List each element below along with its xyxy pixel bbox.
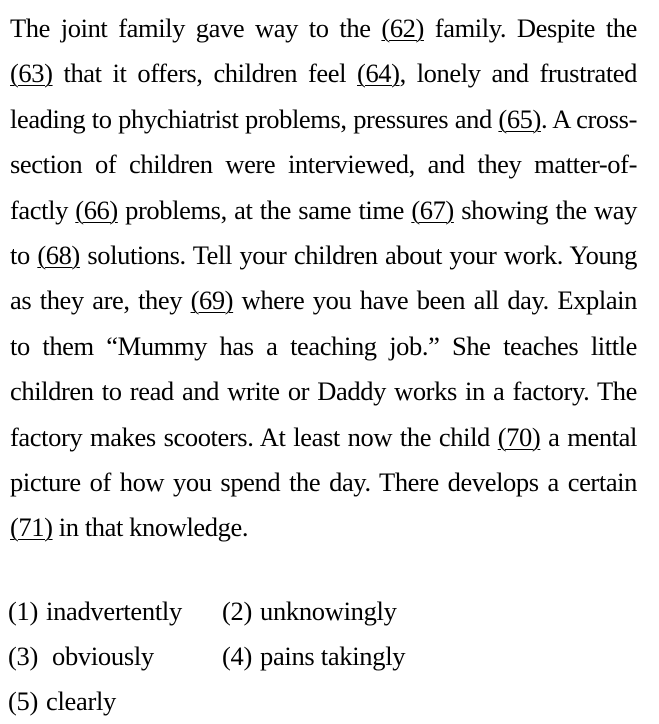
option-number: (4) xyxy=(222,641,252,671)
cloze-passage xyxy=(10,6,637,551)
option-number: (3) xyxy=(8,641,38,671)
blank-62: (62) xyxy=(381,13,424,43)
option-text: unknowingly xyxy=(260,596,397,626)
option-number: (2) xyxy=(222,596,252,626)
blank-68: (68) xyxy=(37,240,80,271)
option-text: clearly xyxy=(46,686,116,716)
option-3 xyxy=(8,634,154,679)
passage-text: The joint family gave way to the xyxy=(10,13,382,43)
options-row xyxy=(8,679,648,724)
blank-70: (70) xyxy=(497,421,541,452)
blank-66: (66) xyxy=(75,194,118,225)
option-number: (1) xyxy=(8,596,38,626)
passage-text: where you have been all day. Explain to them “Mummy has a teaching job.” She teaches little children to read and write or Daddy works in a factory. The factory makes scooters. At least now the child xyxy=(10,285,637,452)
option-number: (5) xyxy=(8,686,38,716)
answer-options xyxy=(8,589,648,724)
passage-text: problems, at the same time xyxy=(117,194,412,225)
passage-text: family. Despite the xyxy=(423,13,638,43)
option-1 xyxy=(8,589,182,634)
blank-69: (69) xyxy=(190,285,234,316)
passage-text: . A cross-section of children were interviewed, and they matter-of-factly xyxy=(10,103,637,225)
option-5 xyxy=(8,679,116,724)
option-2 xyxy=(222,589,397,634)
blank-65: (65) xyxy=(498,103,541,134)
passage-text: in that knowledge. xyxy=(52,512,249,543)
passage-text: showing the way to xyxy=(10,194,638,271)
passage-text: , lonely and frustrated leading to phychiatrist problems, pressures and xyxy=(10,58,637,134)
passage-text: a mental picture of how you spend the day. There develops a certain xyxy=(10,421,638,498)
blank-67: (67) xyxy=(411,194,454,225)
blank-71: (71) xyxy=(10,512,53,543)
option-4 xyxy=(222,634,405,679)
options-row xyxy=(8,634,648,679)
options-row xyxy=(8,589,648,634)
option-text: pains takingly xyxy=(260,641,406,671)
passage-text: that it offers, children feel xyxy=(52,58,358,89)
passage-text: solutions. Tell your children about your work. Young as they are, they xyxy=(10,240,637,316)
blank-63: (63) xyxy=(10,58,53,89)
blank-64: (64) xyxy=(357,58,400,89)
option-text: inadvertently xyxy=(46,596,182,626)
option-text: obviously xyxy=(52,641,154,671)
